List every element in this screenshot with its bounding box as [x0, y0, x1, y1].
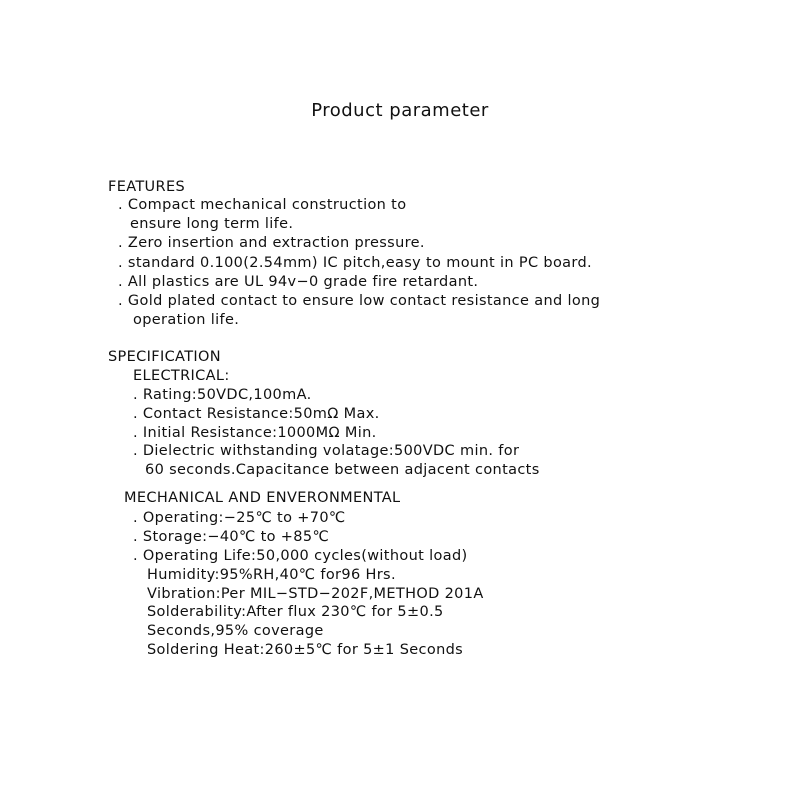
features-line: . All plastics are UL 94v−0 grade fire retardant. — [118, 274, 479, 290]
specification-heading: SPECIFICATION — [108, 349, 221, 365]
mechanical-line: . Operating:−25℃ to +70℃ — [133, 510, 346, 526]
mechanical-line: Solderability:After flux 230℃ for 5±0.5 — [147, 604, 444, 620]
mechanical-heading: MECHANICAL AND ENVERONMENTAL — [124, 490, 401, 506]
electrical-line: . Initial Resistance:1000MΩ Min. — [133, 425, 377, 441]
features-line: operation life. — [133, 312, 240, 328]
features-line: . Gold plated contact to ensure low contact resistance and long — [118, 293, 601, 309]
electrical-line: 60 seconds.Capacitance between adjacent contacts — [145, 462, 540, 478]
features-line: . Zero insertion and extraction pressure. — [118, 235, 425, 251]
electrical-line: . Contact Resistance:50mΩ Max. — [133, 406, 380, 422]
features-line: ensure long term life. — [130, 216, 294, 232]
mechanical-line: Soldering Heat:260±5℃ for 5±1 Seconds — [147, 642, 464, 658]
mechanical-line: Vibration:Per MIL−STD−202F,METHOD 201A — [147, 586, 484, 602]
electrical-line: . Rating:50VDC,100mA. — [133, 387, 312, 403]
electrical-line: . Dielectric withstanding volatage:500VDC min. for — [133, 443, 520, 459]
page-title: Product parameter — [311, 100, 489, 121]
features-line: . Compact mechanical construction to — [118, 197, 407, 213]
mechanical-line: Humidity:95%RH,40℃ for96 Hrs. — [147, 567, 396, 583]
electrical-heading: ELECTRICAL: — [133, 368, 230, 384]
mechanical-line: Seconds,95% coverage — [147, 623, 324, 639]
mechanical-line: . Operating Life:50,000 cycles(without load) — [133, 548, 468, 564]
features-heading: FEATURES — [108, 179, 186, 195]
features-line: . standard 0.100(2.54mm) IC pitch,easy to mount in PC board. — [118, 255, 592, 271]
mechanical-line: . Storage:−40℃ to +85℃ — [133, 529, 330, 545]
